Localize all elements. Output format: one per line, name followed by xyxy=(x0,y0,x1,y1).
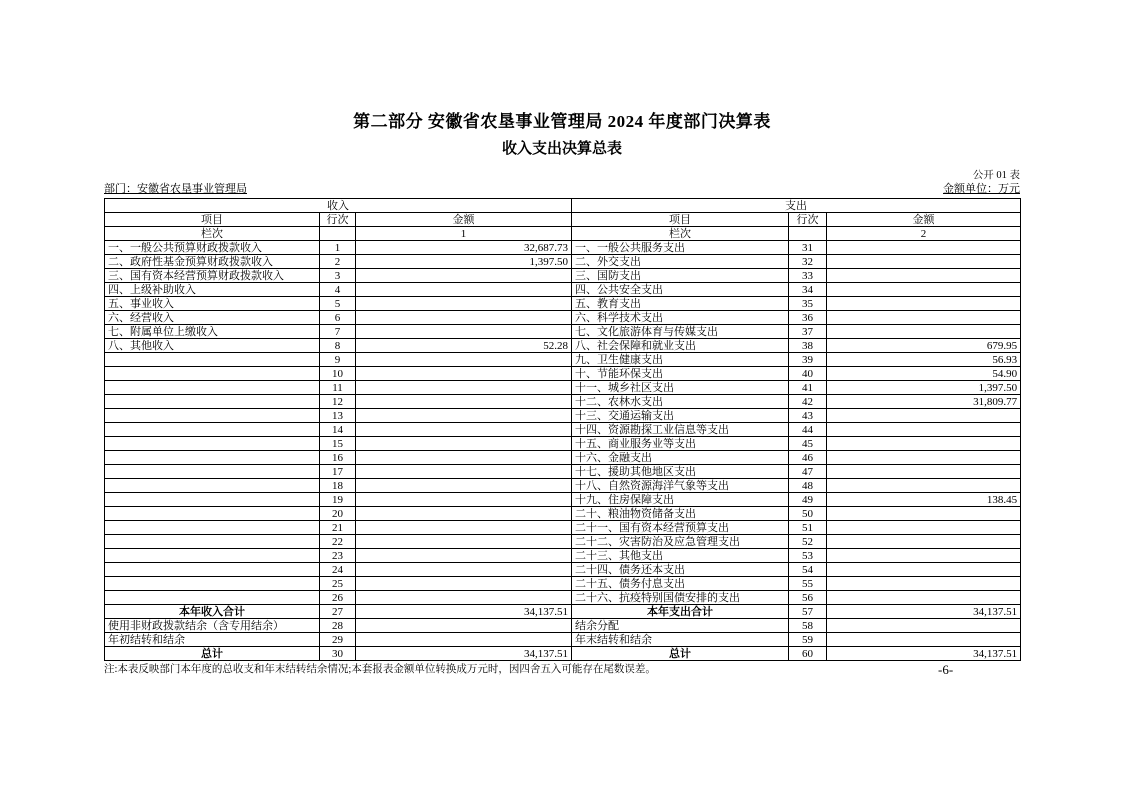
expense-item-label: 二十四、债务还本支出 xyxy=(572,563,789,577)
income-line-number: 17 xyxy=(320,465,356,479)
page-content xyxy=(104,0,1020,676)
expense-line-number: 40 xyxy=(789,367,827,381)
expense-item-label: 八、社会保障和就业支出 xyxy=(572,339,789,353)
document-subtitle: 收入支出决算总表 xyxy=(501,141,622,157)
expense-item-label: 十五、商业服务业等支出 xyxy=(572,437,789,451)
income-amount xyxy=(356,577,572,591)
expense-line-number: 49 xyxy=(789,493,827,507)
income-item-label xyxy=(105,381,320,395)
expense-amount: 31,809.77 xyxy=(827,395,1021,409)
expense-amount xyxy=(827,241,1021,255)
expense-line-number: 50 xyxy=(789,507,827,521)
income-line-number: 13 xyxy=(320,409,356,423)
income-item-label xyxy=(105,507,320,521)
expense-amount: 34,137.51 xyxy=(827,647,1021,661)
income-item-label: 二、政府性基金预算财政拨款收入 xyxy=(105,255,320,269)
income-item-label xyxy=(105,437,320,451)
income-amount xyxy=(356,549,572,563)
expense-amount xyxy=(827,297,1021,311)
expense-line-number: 58 xyxy=(789,619,827,633)
expense-amount xyxy=(827,549,1021,563)
income-amount xyxy=(356,297,572,311)
income-item-label xyxy=(105,563,320,577)
income-amount xyxy=(356,479,572,493)
income-line-number: 18 xyxy=(320,479,356,493)
expense-item-label: 二十一、国有资本经营预算支出 xyxy=(572,521,789,535)
income-line-number: 5 xyxy=(320,297,356,311)
expense-item-label: 十三、交通运输支出 xyxy=(572,409,789,423)
income-item-label xyxy=(105,549,320,563)
income-item-label xyxy=(105,409,320,423)
income-amount xyxy=(356,367,572,381)
income-amount xyxy=(356,619,572,633)
income-amount xyxy=(356,283,572,297)
income-amount xyxy=(356,423,572,437)
income-line-number: 8 xyxy=(320,339,356,353)
income-line-number: 15 xyxy=(320,437,356,451)
expense-line-number: 60 xyxy=(789,647,827,661)
expense-item-label: 十九、住房保障支出 xyxy=(572,493,789,507)
table-row xyxy=(105,339,1021,353)
expense-item-label: 十七、援助其他地区支出 xyxy=(572,465,789,479)
income-amount: 52.28 xyxy=(356,339,572,353)
income-amount: 34,137.51 xyxy=(356,605,572,619)
expense-line-number: 46 xyxy=(789,451,827,465)
income-line-number: 11 xyxy=(320,381,356,395)
income-index-number: 1 xyxy=(356,227,572,241)
income-line-number: 21 xyxy=(320,521,356,535)
income-amount xyxy=(356,507,572,521)
expense-item-label: 三、国防支出 xyxy=(572,269,789,283)
income-item-label: 本年收入合计 xyxy=(105,605,320,619)
expense-item-label: 七、文化旅游体育与传媒支出 xyxy=(572,325,789,339)
expense-line-number: 55 xyxy=(789,577,827,591)
expense-amount: 34,137.51 xyxy=(827,605,1021,619)
income-line-number: 23 xyxy=(320,549,356,563)
income-line-number: 22 xyxy=(320,535,356,549)
income-line-number: 9 xyxy=(320,353,356,367)
table-row xyxy=(105,605,1021,619)
table-row xyxy=(105,507,1021,521)
expense-line-number: 31 xyxy=(789,241,827,255)
expense-amount: 56.93 xyxy=(827,353,1021,367)
income-item-label: 八、其他收入 xyxy=(105,339,320,353)
expense-col-amount-header: 金额 xyxy=(827,213,1021,227)
expense-amount: 679.95 xyxy=(827,339,1021,353)
income-line-number: 25 xyxy=(320,577,356,591)
income-amount xyxy=(356,591,572,605)
income-amount xyxy=(356,353,572,367)
table-row xyxy=(105,563,1021,577)
expense-line-number: 51 xyxy=(789,521,827,535)
expense-amount xyxy=(827,283,1021,297)
expense-index-label: 栏次 xyxy=(572,227,789,241)
column-header-row xyxy=(105,213,1021,227)
expense-amount xyxy=(827,255,1021,269)
expense-line-number: 44 xyxy=(789,423,827,437)
expense-item-label: 六、科学技术支出 xyxy=(572,311,789,325)
expense-line-number: 35 xyxy=(789,297,827,311)
income-line-number: 4 xyxy=(320,283,356,297)
table-row xyxy=(105,241,1021,255)
income-expense-table xyxy=(104,198,1021,661)
table-row xyxy=(105,479,1021,493)
unit-label: 金额单位：万元 xyxy=(943,183,1020,195)
expense-amount xyxy=(827,465,1021,479)
expense-amount xyxy=(827,507,1021,521)
table-row xyxy=(105,353,1021,367)
table-row xyxy=(105,255,1021,269)
table-code-label: 公开 01 表 xyxy=(972,170,1020,181)
income-amount: 32,687.73 xyxy=(356,241,572,255)
income-amount xyxy=(356,633,572,647)
income-item-label xyxy=(105,577,320,591)
expense-line-number: 39 xyxy=(789,353,827,367)
income-item-label: 总计 xyxy=(105,647,320,661)
expense-col-line-header: 行次 xyxy=(789,213,827,227)
income-item-label: 一、一般公共预算财政拨款收入 xyxy=(105,241,320,255)
expense-amount xyxy=(827,563,1021,577)
table-row xyxy=(105,437,1021,451)
income-line-number: 29 xyxy=(320,633,356,647)
expense-item-label: 十八、自然资源海洋气象等支出 xyxy=(572,479,789,493)
income-item-label xyxy=(105,395,320,409)
expense-line-number: 41 xyxy=(789,381,827,395)
expense-item-label: 结余分配 xyxy=(572,619,789,633)
income-line-number: 6 xyxy=(320,311,356,325)
expense-item-label: 十二、农林水支出 xyxy=(572,395,789,409)
expense-amount xyxy=(827,437,1021,451)
expense-item-label: 一、一般公共服务支出 xyxy=(572,241,789,255)
expense-line-number: 43 xyxy=(789,409,827,423)
expense-line-number: 59 xyxy=(789,633,827,647)
income-item-label: 四、上级补助收入 xyxy=(105,283,320,297)
expense-section-header: 支出 xyxy=(572,199,1021,213)
expense-line-number: 54 xyxy=(789,563,827,577)
income-line-number: 20 xyxy=(320,507,356,521)
expense-item-label: 本年支出合计 xyxy=(572,605,789,619)
table-row xyxy=(105,451,1021,465)
income-item-label xyxy=(105,353,320,367)
table-row xyxy=(105,493,1021,507)
expense-line-number: 57 xyxy=(789,605,827,619)
table-row xyxy=(105,395,1021,409)
income-index-label: 栏次 xyxy=(105,227,320,241)
income-amount xyxy=(356,409,572,423)
expense-item-label: 总计 xyxy=(572,647,789,661)
income-amount: 34,137.51 xyxy=(356,647,572,661)
income-item-label xyxy=(105,493,320,507)
expense-index-blank xyxy=(789,227,827,241)
expense-amount xyxy=(827,409,1021,423)
income-item-label xyxy=(105,423,320,437)
income-item-label: 使用非财政拨款结余（含专用结余） xyxy=(105,619,320,633)
table-row xyxy=(105,521,1021,535)
income-section-header: 收入 xyxy=(105,199,572,213)
meta-row xyxy=(104,183,1020,196)
income-line-number: 30 xyxy=(320,647,356,661)
income-item-label xyxy=(105,521,320,535)
income-item-label: 七、附属单位上缴收入 xyxy=(105,325,320,339)
expense-amount xyxy=(827,521,1021,535)
expense-amount xyxy=(827,311,1021,325)
income-col-amount-header: 金额 xyxy=(356,213,572,227)
income-amount xyxy=(356,451,572,465)
table-row xyxy=(105,619,1021,633)
expense-amount: 138.45 xyxy=(827,493,1021,507)
income-item-label: 年初结转和结余 xyxy=(105,633,320,647)
expense-line-number: 52 xyxy=(789,535,827,549)
income-line-number: 2 xyxy=(320,255,356,269)
expense-index-number: 2 xyxy=(827,227,1021,241)
income-amount xyxy=(356,437,572,451)
income-item-label: 五、事业收入 xyxy=(105,297,320,311)
table-row xyxy=(105,633,1021,647)
expense-item-label: 十六、金融支出 xyxy=(572,451,789,465)
expense-amount xyxy=(827,535,1021,549)
table-row xyxy=(105,591,1021,605)
expense-amount xyxy=(827,325,1021,339)
income-line-number: 24 xyxy=(320,563,356,577)
income-amount xyxy=(356,395,572,409)
income-item-label xyxy=(105,451,320,465)
table-row xyxy=(105,269,1021,283)
income-amount xyxy=(356,381,572,395)
table-row xyxy=(105,311,1021,325)
expense-line-number: 56 xyxy=(789,591,827,605)
income-index-blank xyxy=(320,227,356,241)
expense-line-number: 37 xyxy=(789,325,827,339)
income-item-label xyxy=(105,367,320,381)
income-amount xyxy=(356,563,572,577)
income-line-number: 16 xyxy=(320,451,356,465)
expense-amount xyxy=(827,633,1021,647)
expense-line-number: 38 xyxy=(789,339,827,353)
expense-item-label: 二十五、债务付息支出 xyxy=(572,577,789,591)
income-amount xyxy=(356,535,572,549)
income-line-number: 27 xyxy=(320,605,356,619)
department-label: 部门：安徽省农垦事业管理局 xyxy=(104,183,247,195)
income-line-number: 28 xyxy=(320,619,356,633)
expense-amount: 1,397.50 xyxy=(827,381,1021,395)
page-number: -6- xyxy=(938,662,954,677)
expense-amount xyxy=(827,479,1021,493)
income-line-number: 12 xyxy=(320,395,356,409)
expense-amount xyxy=(827,619,1021,633)
income-item-label: 三、国有资本经营预算财政拨款收入 xyxy=(105,269,320,283)
income-item-label xyxy=(105,591,320,605)
income-item-label xyxy=(105,535,320,549)
expense-item-label: 九、卫生健康支出 xyxy=(572,353,789,367)
expense-item-label: 五、教育支出 xyxy=(572,297,789,311)
expense-amount: 54.90 xyxy=(827,367,1021,381)
table-row xyxy=(105,577,1021,591)
income-line-number: 7 xyxy=(320,325,356,339)
table-row xyxy=(105,367,1021,381)
expense-item-label: 二十二、灾害防治及应急管理支出 xyxy=(572,535,789,549)
income-line-number: 26 xyxy=(320,591,356,605)
expense-item-label: 二十三、其他支出 xyxy=(572,549,789,563)
expense-amount xyxy=(827,591,1021,605)
income-line-number: 1 xyxy=(320,241,356,255)
income-col-line-header: 行次 xyxy=(320,213,356,227)
expense-item-label: 二、外交支出 xyxy=(572,255,789,269)
income-item-label xyxy=(105,465,320,479)
income-item-label xyxy=(105,479,320,493)
table-row xyxy=(105,409,1021,423)
table-row xyxy=(105,647,1021,661)
table-note: 注:本表反映部门本年度的总收支和年末结转结余情况;本套报表金额单位转换成万元时，因四舍五入可能存在尾数误差。 xyxy=(104,664,656,675)
expense-item-label: 四、公共安全支出 xyxy=(572,283,789,297)
expense-line-number: 42 xyxy=(789,395,827,409)
income-amount xyxy=(356,269,572,283)
table-row xyxy=(105,465,1021,479)
expense-item-label: 年末结转和结余 xyxy=(572,633,789,647)
income-line-number: 3 xyxy=(320,269,356,283)
expense-line-number: 48 xyxy=(789,479,827,493)
table-row xyxy=(105,549,1021,563)
expense-item-label: 十四、资源勘探工业信息等支出 xyxy=(572,423,789,437)
income-line-number: 14 xyxy=(320,423,356,437)
income-amount: 1,397.50 xyxy=(356,255,572,269)
income-amount xyxy=(356,325,572,339)
income-line-number: 10 xyxy=(320,367,356,381)
income-col-item-header: 项目 xyxy=(105,213,320,227)
expense-line-number: 32 xyxy=(789,255,827,269)
expense-line-number: 47 xyxy=(789,465,827,479)
expense-item-label: 二十、粮油物资储备支出 xyxy=(572,507,789,521)
expense-line-number: 45 xyxy=(789,437,827,451)
table-row xyxy=(105,297,1021,311)
expense-item-label: 十一、城乡社区支出 xyxy=(572,381,789,395)
expense-line-number: 53 xyxy=(789,549,827,563)
expense-amount xyxy=(827,451,1021,465)
expense-line-number: 33 xyxy=(789,269,827,283)
expense-col-item-header: 项目 xyxy=(572,213,789,227)
expense-amount xyxy=(827,577,1021,591)
income-amount xyxy=(356,521,572,535)
income-amount xyxy=(356,311,572,325)
expense-line-number: 34 xyxy=(789,283,827,297)
income-line-number: 19 xyxy=(320,493,356,507)
expense-amount xyxy=(827,269,1021,283)
income-amount xyxy=(356,493,572,507)
income-item-label: 六、经营收入 xyxy=(105,311,320,325)
expense-item-label: 十、节能环保支出 xyxy=(572,367,789,381)
table-row xyxy=(105,325,1021,339)
expense-amount xyxy=(827,423,1021,437)
expense-line-number: 36 xyxy=(789,311,827,325)
document-title: 第二部分 安徽省农垦事业管理局 2024 年度部门决算表 xyxy=(353,112,771,131)
section-header-row xyxy=(105,199,1021,213)
table-row xyxy=(105,535,1021,549)
table-row xyxy=(105,381,1021,395)
table-row xyxy=(105,423,1021,437)
income-amount xyxy=(356,465,572,479)
table-row xyxy=(105,283,1021,297)
column-index-row xyxy=(105,227,1021,241)
expense-item-label: 二十六、抗疫特别国债安排的支出 xyxy=(572,591,789,605)
